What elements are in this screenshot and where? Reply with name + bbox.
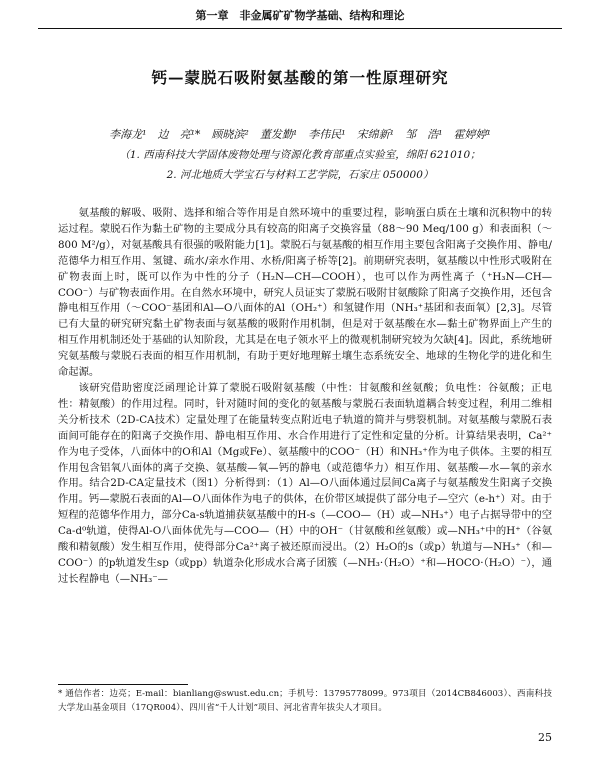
paragraph-2: 该研究借助密度泛函理论计算了蒙脱石吸附氨基酸（中性：甘氨酸和丝氨酸；负电性：谷氨酸；正电性：精氨酸）的作用过程。同时，针对随时间的变化的氨基酸与蒙脱石表面轨道耦合转变过程，利用二维相关分析技术（2D-CA技术）定量处理了在能量转变点附近电子轨道的简并与劈裂机制。对氨基酸与蒙脱石表面间可能存在的阳离子交换作用、静电相互作用、水合作用进行了定性和定量的分析。计算结果表明，Ca²⁺作为电子受体，八面体中的O和Al（Mg或Fe）、氨基酸中的COO⁻（H）和NH₃⁺作为电子供体。主要的相互作用包含铝氧八面体的离子交换、氨基酸—氧—钙的静电（或范德华力）相互作用、氨基酸—水—氧的亲水作用。结合2D-CA定量技术（图1）分析得到：（1）Al—O八面体通过层间Ca离子与氨基酸发生阳离子交换作用。钙—蒙脱石表面的Al—O八面体作为电子的供体，在价带区域提供了部分电子—空穴（e-h⁺）对。由于短程的范德华作用力，部分Ca-s轨道捕获氨基酸中的H-s（—COO—（H）或—NH₃⁺）电子占据导带中的空Ca-d⁰轨道，使得Al-O八面体优先与—COO—（H）中的OH⁻（甘氨酸和丝氨酸）或—NH₃⁺中的H⁺（谷氨酸和精氨酸）发生相互作用，使得部分Ca²⁺离子被还原而浸出。（2）H₂O的s（或p）轨道与—NH₃⁺（和—COO⁻）的p轨道发生sp（或pp）轨道杂化形成水合离子团簇（—NH₃·（H₂O）⁺和—HOCO·（H₂O）⁻），通过长程静电（—NH₃⁻—: [58, 381, 552, 585]
affiliation-2: 2. 河北地质大学宝石与材料工艺学院，石家庄 050000）: [166, 169, 434, 181]
page-number: 25: [538, 731, 552, 744]
affiliation-1: （1. 西南科技大学固体废物处理与资源化教育部重点实验室，绵阳 621010；: [119, 149, 481, 161]
footnote: * 通信作者：边亮；E-mail：bianliang@swust.edu.cn；手机号：13795778099。973项目（2014CB846003）、西南科技大学龙山基金项目（17QR004）、四川省“千人计划”项目、河北省青年拔尖人才项目。: [58, 689, 552, 713]
running-header: [38, 6, 562, 29]
paragraph-1: 氨基酸的解吸、吸附、选择和缩合等作用是自然环境中的重要过程，影响蛋白质在土壤和沉积物中的转运过程。蒙脱石作为黏土矿物的主要成分具有较高的阳离子交换容量（88～90 Meq/100 g）和表面积（～800 M²/g），对氨基酸具有很强的吸附能力[1]。蒙脱石与氨基酸的相互作用主要包含阳离子交换作用、静电/范德华力相互作用、氢键、疏水/亲水作用、水桥/阳离子桥等[2]。前期研究表明，氨基酸以中性形式吸附在矿物表面上时，既可以作为中性的分子（H₂N—CH—COOH），也可以作为两性离子（⁺H₃N—CH—COO⁻）与矿物表面作用。在自然水环境中，研究人员证实了蒙脱石吸附甘氨酸除了阳离子交换作用，还包含静电相互作用（～COO⁻基团和Al—O八面体的Al（OH₂⁺）和氢键作用（NH₃⁺基团和表面氧）[2,3]。尽管已有大量的研究研究黏土矿物表面与氨基酸的吸附作用机制，但是对于氨基酸在水—黏土矿物界面上产生的相互作用机制还处于基础的认知阶段，尤其是在电子领水平上的微观机制研究较为欠缺[4]。因此，系统地研究氨基酸与蒙脱石表面的相互作用机制，有助于更好地理解土壤生态系统安全、地球的生物化学的进化和生命起源。: [58, 207, 552, 379]
running-head-text: 第一章 非金属矿矿物学基础、结构和理论: [195, 9, 405, 22]
author-list: 李海龙¹ 边 亮¹* 顾晓滨² 董发勤¹ 李伟民¹ 宋绵新¹ 邹 浩¹ 霍婷婷¹: [109, 128, 491, 141]
body-text: [58, 206, 552, 588]
paper-title: 钙—蒙脱石吸附氨基酸的第一性原理研究: [151, 68, 449, 87]
footnote-divider: [58, 684, 188, 685]
